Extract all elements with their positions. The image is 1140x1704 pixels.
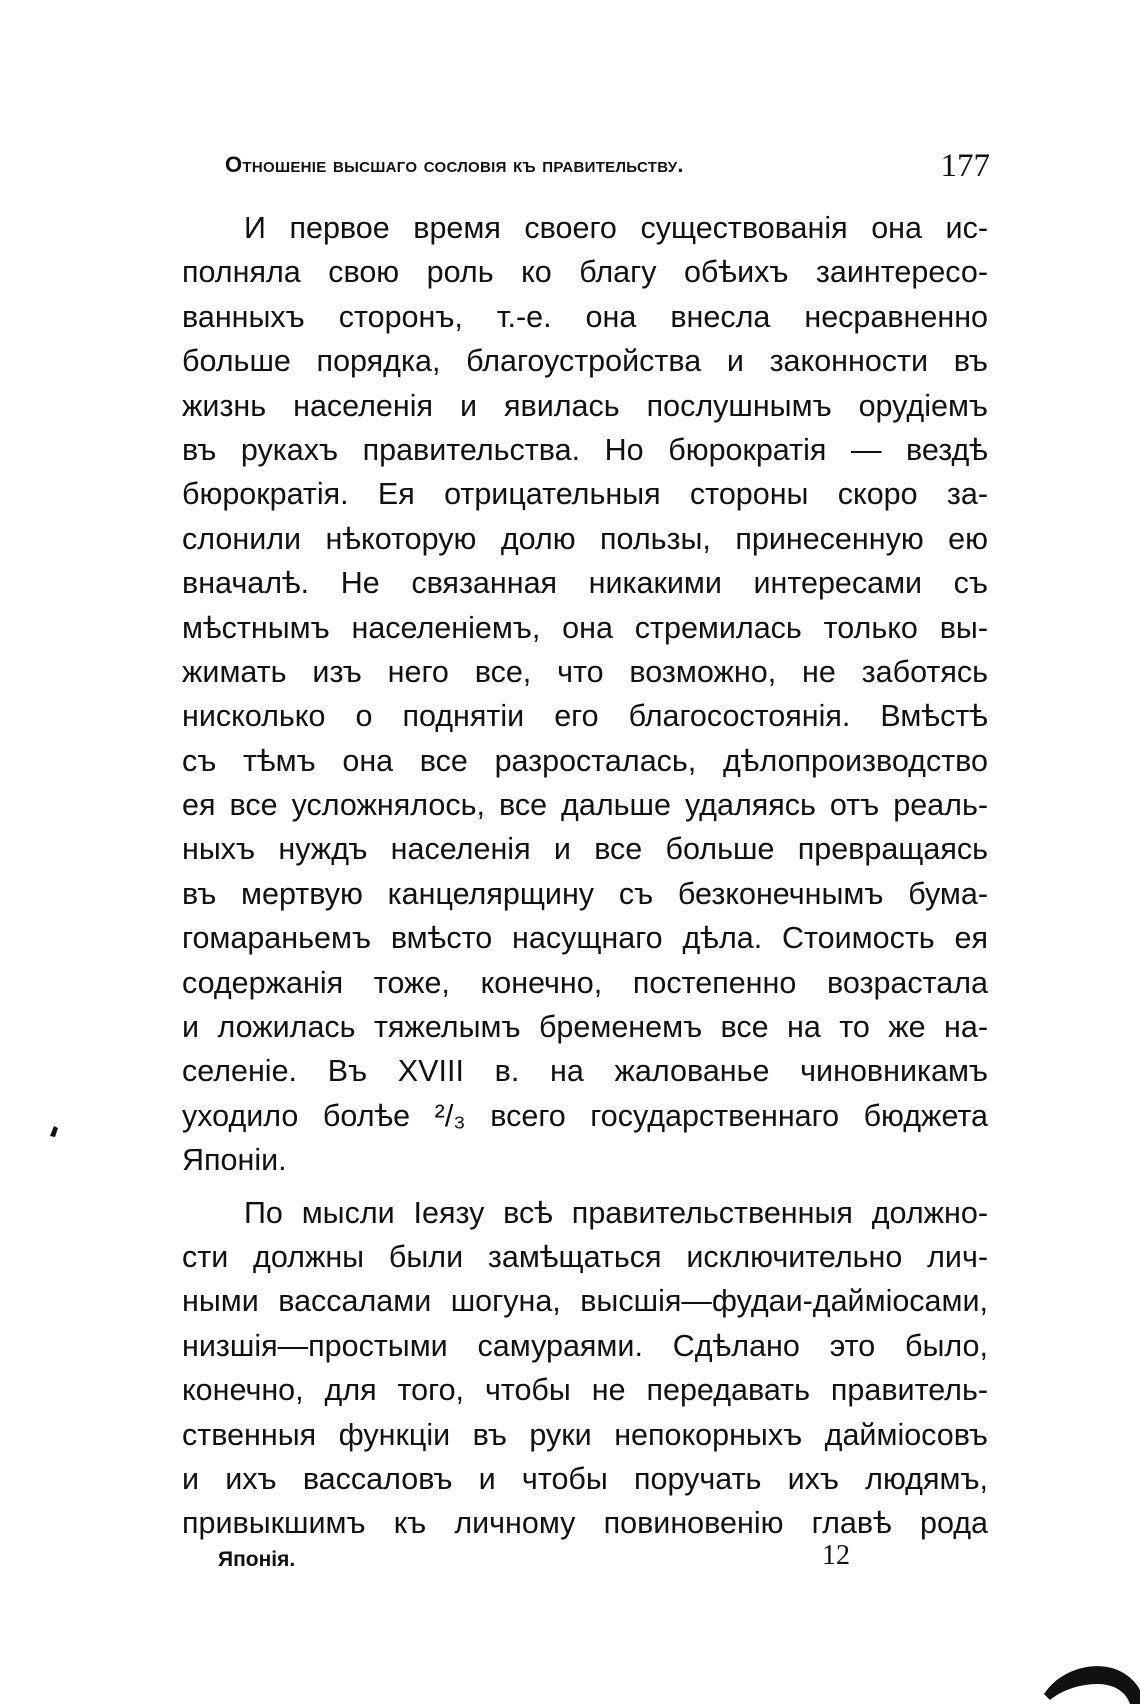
running-title: Отношеніе высшаго сословія къ правительству.	[225, 152, 684, 177]
text-line: Японіи.	[182, 1143, 287, 1178]
text-line: полняла свою роль ко благу обѣихъ заинтересо-	[182, 255, 988, 290]
text-line: въ мертвую канцелярщину съ безконечнымъ бума-	[182, 876, 988, 911]
text-line: мѣстнымъ населеніемъ, она стремилась только вы-	[182, 610, 988, 645]
paragraph-2	[182, 1191, 988, 1546]
text-line: По мысли Іеязу всѣ правительственныя должно-	[244, 1195, 988, 1230]
text-line: съ тѣмъ она все разросталась, дѣлопроизводство	[182, 743, 988, 778]
text-line: жизнь населенія и явилась послушнымъ орудіемъ	[182, 388, 988, 423]
text-line: больше порядка, благоустройства и законности въ	[182, 344, 988, 379]
text-line: низшія—простыми самураями. Сдѣлано это было,	[182, 1328, 988, 1363]
text-line: вначалѣ. Не связанная никакими интересами съ	[182, 566, 988, 601]
text-line: селеніе. Въ XVIII в. на жалованье чиновникамъ	[182, 1054, 988, 1089]
text-line: уходило болѣе ²/₃ всего государственнаго бюджета	[182, 1098, 988, 1133]
text-line: И первое время своего существованія она ис-	[244, 211, 988, 245]
text-line: ными вассалами шогуна, высшія—фудаи-дайміосами,	[182, 1284, 988, 1319]
text-line: слонили нѣкоторую долю пользы, принесенную ею	[182, 521, 988, 556]
running-header	[225, 148, 990, 188]
paragraph-1	[182, 206, 988, 1183]
text-line: привыкшимъ къ личному повиновенію главѣ рода	[182, 1506, 988, 1541]
ink-speck-icon	[48, 1124, 60, 1138]
text-line: и ихъ вассаловъ и чтобы поручать ихъ людямъ,	[182, 1461, 988, 1496]
text-line: ванныхъ сторонъ, т.-е. она внесла несравненно	[182, 299, 988, 334]
paragraph-gap	[182, 1183, 988, 1191]
text-line: гомараньемъ вмѣсто насущнаго дѣла. Стоимость ея	[182, 921, 988, 956]
text-line: жимать изъ него все, что возможно, не заботясь	[182, 654, 988, 689]
text-line: нисколько о поднятіи его благосостоянія. Вмѣстѣ	[182, 699, 988, 734]
text-line: конечно, для того, чтобы не передавать правитель-	[182, 1373, 988, 1408]
body-text	[182, 206, 988, 1546]
text-line: бюрократія. Ея отрицательныя стороны скоро за-	[182, 477, 988, 512]
page-curl-ornament-icon	[1040, 1650, 1140, 1704]
text-line: ныхъ нуждъ населенія и все больше превращаясь	[182, 832, 988, 867]
text-line: содержанія тоже, конечно, постепенно возрастала	[182, 965, 988, 1000]
text-line: ственныя функціи въ руки непокорныхъ дайміосовъ	[182, 1417, 988, 1452]
text-line: ея все усложнялось, все дальше удаляясь отъ реаль-	[182, 788, 988, 823]
text-line: въ рукахъ правительства. Но бюрократія — вездѣ	[182, 432, 988, 467]
sheet-number: 12	[822, 1540, 850, 1571]
signature-mark: Японія.	[218, 1548, 296, 1571]
text-line: и ложилась тяжелымъ бременемъ все на то же на-	[182, 1010, 988, 1045]
text-line: сти должны были замѣщаться исключительно лич-	[182, 1239, 988, 1274]
page-number: 177	[940, 148, 990, 184]
